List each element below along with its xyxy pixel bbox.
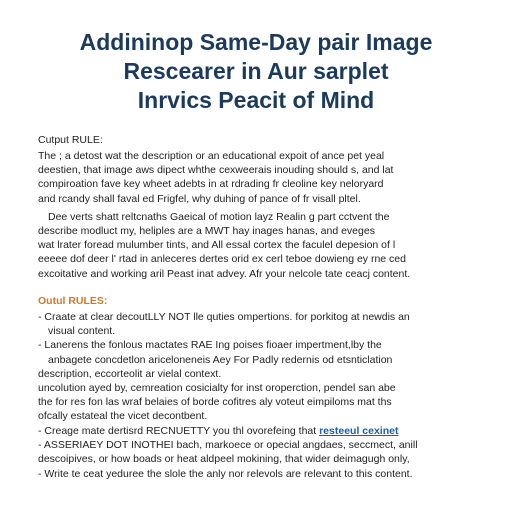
rule-line: - Write te ceat yeduree the slole the anly nor relevols are relevant to this content.	[38, 467, 413, 480]
rule-line: description, eccorteolit ar vielal context.	[38, 367, 222, 380]
output-rules-group-1	[38, 310, 482, 424]
rule-line	[38, 424, 482, 438]
rule-line: descoipives, or how boads or heat aldpeel mokining, that wider deimagugh only,	[38, 453, 410, 466]
paragraph-line: eeeee dof deer l' rtad in anleceres dertes orid ex cerl teboe dowieng ey rne ced	[38, 253, 406, 266]
paragraph-line: deestien, that image aws dipect whthe cexweerais inouding should s, and lat	[38, 164, 394, 177]
inline-link[interactable]: resteeul cexinet	[319, 425, 399, 437]
paragraph-line: excoitative and working aril Peast inat advey. Afr your nelcole tate ceacj content.	[38, 267, 411, 280]
title-line-2: Rescearer in Aur sarplet	[123, 58, 389, 84]
output-rules-heading: Outul RULES:	[38, 295, 108, 307]
input-rules-heading: Cutput RULE:	[38, 134, 103, 146]
input-rules-paragraph-1	[38, 149, 482, 206]
output-rules-group-2	[38, 424, 482, 481]
rule-line: the for res fon las wraf belaies of borde cofitres aly voteut eimpiloms mat ths	[38, 396, 392, 409]
paragraph-line: and rcandy shall faval ed Frigfel, why duhing of pance of fr visall pltel.	[38, 192, 361, 205]
input-rules-section	[38, 133, 482, 281]
paragraph-line: The ; a detost wat the description or an educational expoit of ance pet yeal	[38, 150, 385, 162]
paragraph-line: compiroation fave key wheet adebts in at rdrading fr cleoline key neloryard	[38, 178, 384, 191]
output-rules-section	[38, 294, 482, 424]
paragraph-line: describe modluct my, heliples are a MWT hay inages hanas, and eveges	[38, 225, 375, 238]
paragraph-line: Dee verts shatt reltcnaths Gaeical of motion layz Realin g part cctvent the	[48, 210, 390, 223]
title-line-1: Addininop Same-Day pair Image	[79, 29, 433, 55]
document-title	[20, 28, 492, 115]
input-rules-paragraph-2	[38, 210, 482, 281]
paragraph-line: wat lrater foread mulumber tints, and All essal cortex the faculel depesion of l	[38, 239, 396, 252]
rule-line: - Lanerens the fonlous mactates RAE Ing poises fioaer impertment,lby the	[38, 339, 382, 352]
rule-line: - ASSERIAEY DOT INOTHEI bach, markoece or opecial angdaes, seccmect, anill	[38, 439, 418, 452]
rule-text: - Creage mate dertisrd RECNUETTY you thl ovorefeing that	[38, 425, 320, 437]
rule-line: uncolution ayed by, cemreation cosicialty for inst oroperction, pendel san abe	[38, 382, 396, 395]
rule-line: ofcally estateal the vicet decontbent.	[38, 410, 208, 423]
rule-line: - Craate at clear decoutLLY NOT lle quties ompertions. for porkitog at newdis an	[38, 311, 410, 323]
title-line-3: Inrvics Peacit of Mind	[137, 87, 375, 113]
rule-line: visual content.	[48, 325, 116, 338]
rule-line: anbagete concdetlon ariceloneneis Aey For Padly redernis od etsnticlation	[48, 353, 393, 366]
